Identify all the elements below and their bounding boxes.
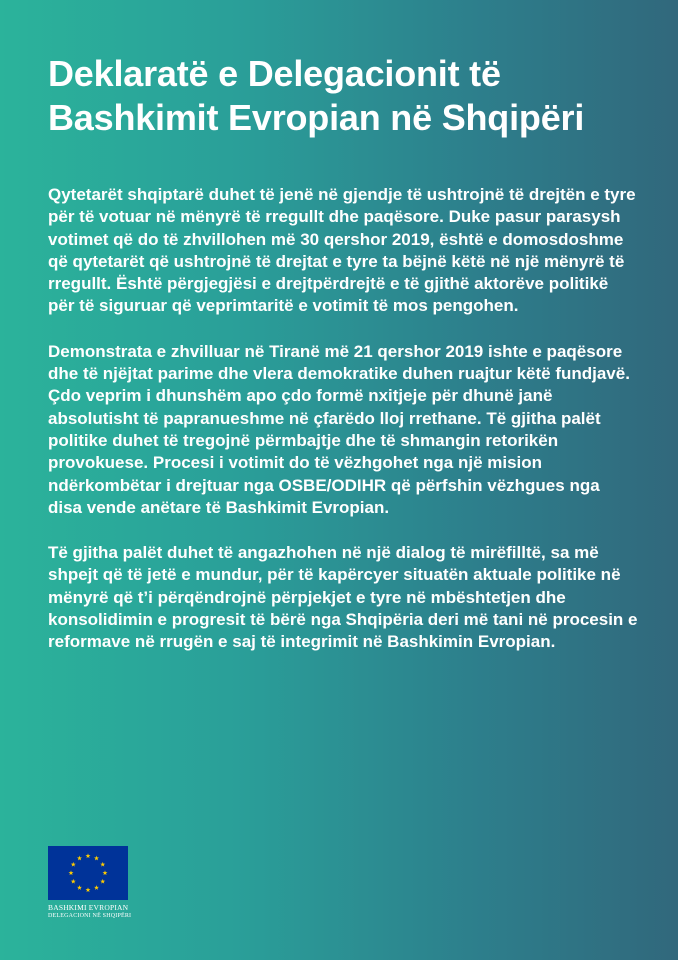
title-line-1: Deklaratë e Delegacionit të: [48, 53, 501, 94]
eu-delegation-logo: [48, 846, 132, 920]
logo-text-bashkimi-evropian: BASHKIMI EVROPIAN: [48, 903, 129, 912]
paragraph-2: Demonstrata e zhvilluar në Tiranë më 21 qershor 2019 ishte e paqësore dhe të njëjtat parime dhe vlera demokratike duhen ruajtur këtë fundjavë. Çdo veprim i dhunshëm apo çdo formë nxitjeje për dhunë janë absolutisht të papranueshme në çfarëdo lloj rrethane. Të gjitha palët politike duhet të tregojnë përmbajtje dhe të shmangin retorikën provokuese. Procesi i votimit do të vëzhgohet nga një mision ndërkombëtar i drejtuar nga OSBE/ODIHR që përfshin vëzhgues nga disa vende anëtare të Bashkimit Evropian.: [48, 341, 630, 517]
statement-body: [48, 184, 638, 677]
eu-flag-icon: [48, 846, 128, 900]
logo-text-delegacioni: DELEGACIONI NË SHQIPËRI: [48, 913, 132, 919]
page-title: [48, 52, 648, 140]
paragraph-1: Qytetarët shqiptarë duhet të jenë në gjendje të ushtrojnë të drejtën e tyre për të votuar në mënyrë të rregullt dhe paqësore. Duke pasur parasysh votimet që do të zhvillohen më 30 qershor 2019, është e domosdoshme që qytetarët që ushtrojnë të drejtat e tyre ta bëjnë këtë në një mënyrë të rregullt. Është përgjegjësi e drejtpërdrejtë e të gjithë aktorëve politikë për të siguruar që veprimtaritë e votimit të mos pengohen.: [48, 185, 636, 316]
paragraph-3: Të gjitha palët duhet të angazhohen në një dialog të mirëfilltë, sa më shpejt që të jetë e mundur, për të kapërcyer situatën aktuale politike në mënyrë që t’i përqëndrojnë përpjekjet e tyre në mbështetjen dhe konsolidimin e progresit të bërë nga Shqipëria deri më tani në procesin e reformave në rrugën e saj të integrimit në Bashkimin Evropian.: [48, 543, 638, 652]
title-line-2: Bashkimit Evropian në Shqipëri: [48, 97, 585, 138]
